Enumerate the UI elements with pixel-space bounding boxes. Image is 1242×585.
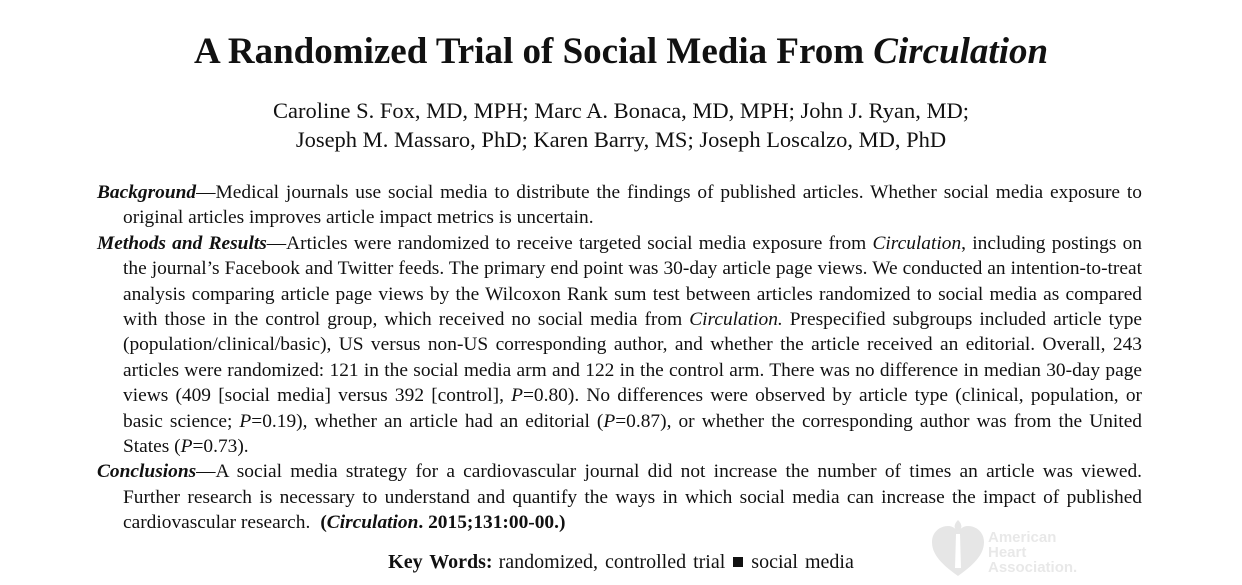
citation-journal: Circulation (326, 512, 419, 534)
key-word: randomized, controlled trial (498, 551, 726, 573)
heart-torch-icon (930, 518, 986, 580)
em-dash: — (196, 182, 216, 203)
key-word: social media (751, 551, 854, 573)
conclusions-text: A social media strategy for a cardiovascular journal did not increase the number of times an article was viewed. Further research is necessary to understand and quantify the ways in which social media can increase the impact of published cardiovascular research. (123, 461, 1142, 534)
methods-text: =0.73). (192, 436, 249, 458)
author-line-1: Caroline S. Fox, MD, MPH; Marc A. Bonaca, MD, MPH; John J. Ryan, MD; (273, 98, 969, 123)
title-main: A Randomized Trial of Social Media From (193, 31, 865, 72)
methods-text: =0.87), or whether the corresponding author was from the United States ( (123, 410, 1142, 458)
watermark-text: American Heart Association. (988, 529, 1078, 576)
author-list (0, 96, 1242, 154)
methods-text: =0.80). No differences were observed by article type (clinical, population, or basic science; (123, 385, 1142, 432)
p-value-symbol: P (239, 410, 252, 432)
background-heading: Background (97, 182, 197, 203)
author-line-2: Joseph M. Massaro, PhD; Karen Barry, MS; Joseph Loscalzo, MD, PhD (295, 127, 947, 152)
abstract (97, 180, 1142, 536)
em-dash: — (196, 461, 216, 483)
methods-text: Prespecified subgroups included article type (population/clinical/basic), US versus non-US corresponding author, and whether the article received an editorial. Overall, 243 articles were randomized: 121 in the social media arm and 122 in the control arm. There was no difference in median 30-day page views (409 [social media] versus 392 [control], (123, 309, 1142, 407)
square-bullet-icon (733, 557, 743, 567)
methods-text: Articles were randomized to receive targeted social media exposure from (286, 232, 873, 254)
conclusions-heading: Conclusions (97, 461, 197, 483)
em-dash: — (266, 232, 287, 254)
p-value-symbol: P (603, 410, 616, 432)
citation (320, 512, 565, 533)
journal-name: Circulation. (689, 309, 783, 331)
title-journal: Circulation (873, 31, 1049, 72)
methods-text: =0.19), whether an article had an editorial ( (251, 410, 604, 432)
citation-open: ( (320, 512, 327, 534)
p-value-symbol: P (180, 436, 193, 458)
article-title (0, 28, 1242, 76)
key-words-label: Key Words: (388, 551, 493, 573)
abstract-background (97, 180, 1142, 231)
journal-name: Circulation (872, 232, 962, 254)
methods-text: , including postings on the journal’s Facebook and Twitter feeds. The primary end point was 30-day article page views. We conducted an intention-to-treat analysis comparing article page views by the Wilcoxon Rank sum test between articles randomized to social media as compared with those in the control group, which received no social media from (123, 232, 1142, 331)
p-value-symbol: P (511, 385, 523, 407)
methods-heading: Methods and Results (97, 232, 267, 254)
background-text: Medical journals use social media to distribute the findings of published articles. Whether social media exposure to original articles improves article impact metrics is uncertain. (123, 182, 1142, 229)
abstract-methods-results (97, 231, 1142, 460)
aha-watermark (930, 518, 1100, 580)
citation-rest: . 2015;131:00-00.) (418, 512, 566, 534)
